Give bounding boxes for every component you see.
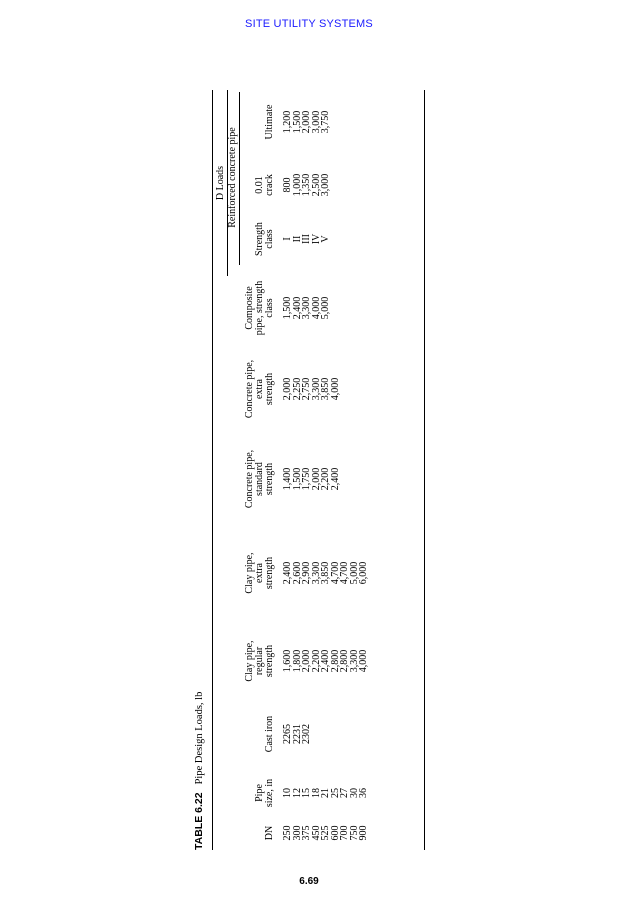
top-rule (212, 90, 213, 850)
table-cell: 1,800 (291, 649, 303, 673)
header-clay-regular: Clay pipe, regular strength (244, 640, 275, 682)
table-cell: 2,200 (310, 649, 322, 673)
table-cell: 2302 (301, 724, 312, 744)
rotated-table (191, 90, 427, 850)
table-cell: 6,000 (358, 561, 369, 585)
table-cell: 2,000 (310, 467, 322, 491)
table-cell: IV (310, 233, 322, 245)
header-reinforced-concrete: Reinforced concrete pipe (227, 127, 238, 228)
table-cell: V (320, 235, 331, 243)
column-clay-extra (283, 540, 369, 606)
table-cell: 4,700 (329, 561, 341, 585)
table-cell: 3,750 (320, 110, 331, 134)
column-concrete-standard (283, 438, 340, 520)
table-cell: 1,350 (301, 173, 312, 197)
table-cell: 375 (301, 825, 312, 841)
column-ultimate (283, 94, 331, 150)
table-cell: II (291, 235, 303, 243)
column-dn (283, 820, 369, 846)
table-cell: 3,850 (320, 561, 331, 585)
header-ultimate: Ultimate (264, 104, 275, 140)
table-cell: 1,750 (301, 467, 312, 491)
table-number: TABLE 6.22 (193, 792, 205, 850)
table-cell: 2231 (291, 724, 303, 744)
reinforced-rule (239, 92, 240, 265)
table-cell: 10 (282, 788, 293, 798)
table-caption (191, 692, 207, 850)
table-cell: 2,800 (329, 649, 341, 673)
header-concrete-standard: Concrete pipe, standard strength (244, 449, 275, 509)
header-composite: Composite pipe, strength class (244, 280, 275, 336)
table-cell: 36 (358, 788, 369, 798)
table-cell: 2,400 (291, 296, 303, 320)
table-cell: 2,750 (301, 377, 312, 401)
table-cell: 1,500 (291, 467, 303, 491)
table-cell: 2,500 (310, 173, 322, 197)
table-cell: 2,000 (301, 110, 312, 134)
table-cell: 15 (301, 788, 312, 798)
table-cell: 30 (348, 788, 360, 798)
table-cell: 5,000 (348, 561, 360, 585)
table-cell: 1,500 (282, 296, 293, 320)
column-strength-class (283, 214, 331, 264)
column-concrete-extra (283, 348, 340, 430)
table-cell: 18 (310, 788, 322, 798)
table-cell: 3,300 (310, 377, 322, 401)
table-cell: 1,500 (291, 110, 303, 134)
header-pipe-size: Pipe size, in (254, 778, 275, 808)
table-cell: III (301, 234, 312, 244)
table-cell: 700 (339, 825, 350, 841)
table-cell: 3,300 (310, 561, 322, 585)
table-cell: 2,400 (282, 561, 293, 585)
bottom-rule (424, 90, 425, 850)
table-cell: 2,400 (320, 649, 331, 673)
table-cell: 750 (348, 825, 360, 841)
page-number: 6.69 (299, 876, 319, 887)
table-cell: 2,200 (320, 467, 331, 491)
table-cell: 300 (291, 825, 303, 841)
table-cell: 25 (329, 788, 341, 798)
table-cell: 2,800 (339, 649, 350, 673)
table-cell: 2,900 (301, 561, 312, 585)
table-title: Pipe Design Loads, lb (194, 691, 205, 785)
table-cell: 2265 (282, 724, 293, 744)
table-cell: 900 (358, 825, 369, 841)
table-cell: 600 (329, 825, 341, 841)
table-cell: 2,600 (291, 561, 303, 585)
table-cell: 1,600 (282, 649, 293, 673)
table-cell: 4,700 (339, 561, 350, 585)
table-cell: 4,000 (358, 649, 369, 673)
header-cast-iron: Cast iron (264, 715, 275, 753)
table-cell: 2,000 (282, 377, 293, 401)
header-strength-class: Strength class (254, 222, 275, 256)
table-cell: 4,000 (329, 377, 341, 401)
table-cell: 3,000 (320, 173, 331, 197)
table-cell: 2,250 (291, 377, 303, 401)
table-cell: 2,000 (301, 649, 312, 673)
column-pipe-size (283, 768, 369, 818)
column-clay-regular (283, 628, 369, 694)
header-dn: DN (264, 825, 275, 841)
table-cell: 1,000 (291, 173, 303, 197)
column-crack (283, 160, 331, 210)
table-cell: 3,850 (320, 377, 331, 401)
table-cell: 3,000 (310, 110, 322, 134)
header-clay-extra: Clay pipe, extra strength (244, 552, 275, 594)
table-cell: 450 (310, 825, 322, 841)
table-cell: 525 (320, 825, 331, 841)
table-cell: 3,300 (301, 296, 312, 320)
table-cell: 1,400 (282, 467, 293, 491)
table-cell: 1,200 (282, 110, 293, 134)
table-cell: 250 (282, 825, 293, 841)
column-cast-iron (283, 706, 312, 762)
table-cell: 27 (339, 788, 350, 798)
column-composite (283, 266, 331, 350)
table-cell: 800 (282, 177, 293, 193)
header-crack: 0.01 crack (254, 174, 275, 196)
table-cell: 2,400 (329, 467, 341, 491)
table-cell: I (282, 237, 293, 241)
running-head: SITE UTILITY SYSTEMS (245, 18, 373, 30)
table-cell: 5,000 (320, 296, 331, 320)
table-cell: 12 (291, 788, 303, 798)
table-cell: 21 (320, 788, 331, 798)
header-d-loads: D Loads (215, 165, 226, 201)
header-concrete-extra: Concrete pipe, extra strength (244, 359, 275, 419)
table-cell: 4,000 (310, 296, 322, 320)
table-cell: 3,300 (348, 649, 360, 673)
